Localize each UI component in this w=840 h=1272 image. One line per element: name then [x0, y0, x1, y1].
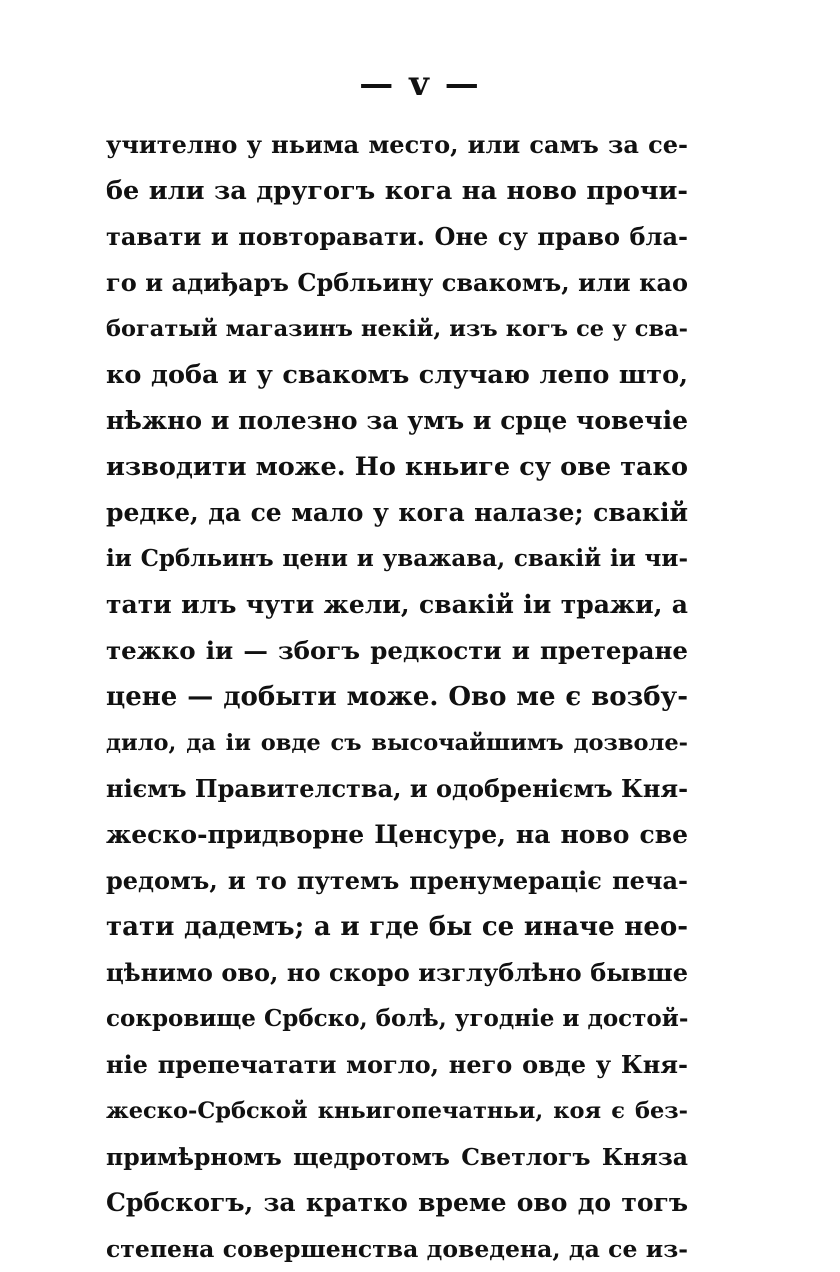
text-line: ніе препечатати могло, него овде у Кня- [106, 1050, 688, 1079]
text-line: цѣнимо ово, но скоро изглублѣно бывше [106, 958, 688, 987]
text-line: ко доба и у свакомъ случаю лепо што, [106, 360, 688, 390]
text-line: жеско-придворне Ценсуре, на ново све [106, 820, 688, 849]
text-line: цене — добыти може. Ово ме є возбу- [106, 682, 688, 712]
text-line: Србскогъ, за кратко време ово до тогъ [106, 1188, 688, 1217]
page-number-header: — v — [359, 64, 481, 104]
text-line: изводити може. Но кньиге су ове тако [106, 452, 688, 482]
text-line: богатый магазинъ некій, изъ когъ се у сва- [106, 316, 688, 342]
text-line: ніємъ Правителства, и одобреніємъ Кня- [106, 774, 688, 803]
text-line: степена совершенства доведена, да се из- [106, 1235, 688, 1263]
text-line: тати дадемъ; а и где бы се иначе нео- [106, 912, 688, 942]
text-line: примѣрномъ щедротомъ Светлогъ Княза [106, 1143, 688, 1171]
text-line: учително у ньима место, или самъ за се- [106, 130, 688, 159]
text-line: сокровище Србско, болѣ, угодніе и достой- [106, 1005, 688, 1032]
text-line: бе или за другогъ кога на ново прочи- [106, 176, 688, 206]
text-line: нѣжно и полезно за умъ и срце човечіе [106, 406, 688, 435]
text-line: тавати и повторавати. Оне су право бла- [106, 222, 688, 251]
text-line: іи Србльинъ цени и уважава, свакій іи чи- [106, 545, 688, 572]
text-line: редомъ, и то путемъ пренумераціє печа- [106, 866, 688, 895]
text-line: тати илъ чути жели, свакій іи тражи, а [106, 590, 688, 619]
text-line: го и адиђаръ Србльину свакомъ, или као [106, 268, 688, 297]
text-line: редке, да се мало у кога налазе; свакій [106, 498, 688, 527]
text-line: жеско-Србской кньигопечатньи, коя є без- [106, 1098, 688, 1124]
text-line: дило, да іи овде съ высочайшимъ дозволе- [106, 730, 688, 756]
text-line: тежко іи — збогъ редкости и претеране [106, 636, 688, 665]
body-text [106, 122, 688, 1272]
